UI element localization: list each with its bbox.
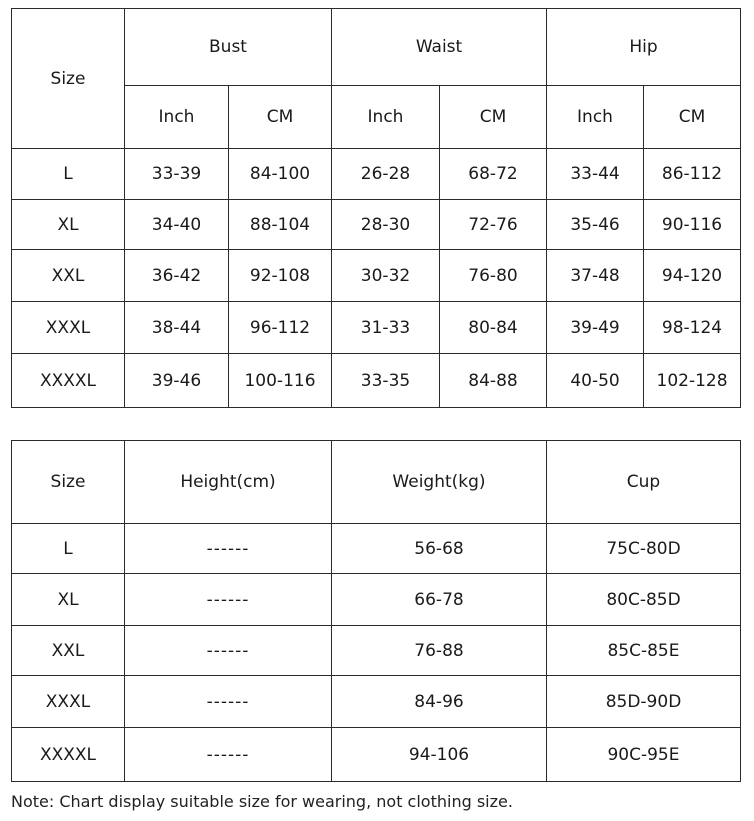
hip-cm-cell: 90-116	[644, 200, 741, 250]
height-cell: ------	[125, 626, 332, 676]
table-row	[12, 354, 741, 408]
waist-cm-cell: 72-76	[440, 200, 547, 250]
bust-cm-cell: 84-100	[229, 149, 332, 200]
hip-inch-cell: 35-46	[547, 200, 644, 250]
size-cell: XXXXL	[12, 728, 125, 782]
cup-cell: 85C-85E	[547, 626, 741, 676]
size-cell: XXXL	[12, 676, 125, 728]
bust-cm-cell: 96-112	[229, 302, 332, 354]
weight-cell: 56-68	[332, 524, 547, 574]
header-bust: Bust	[125, 9, 332, 86]
size-cell: XXXXL	[12, 354, 125, 408]
header-cup: Cup	[547, 441, 741, 524]
cup-cell: 90C-95E	[547, 728, 741, 782]
bust-inch-cell: 34-40	[125, 200, 229, 250]
table-row	[12, 676, 741, 728]
table-row	[12, 524, 741, 574]
header-waist-inch: Inch	[332, 86, 440, 149]
height-cell: ------	[125, 574, 332, 626]
size-cell: XXL	[12, 626, 125, 676]
cup-cell: 75C-80D	[547, 524, 741, 574]
hip-cm-cell: 102-128	[644, 354, 741, 408]
waist-cm-cell: 80-84	[440, 302, 547, 354]
header-hip-inch: Inch	[547, 86, 644, 149]
height-cell: ------	[125, 524, 332, 574]
size-cell: L	[12, 149, 125, 200]
waist-inch-cell: 33-35	[332, 354, 440, 408]
table-row	[12, 574, 741, 626]
header-weight: Weight(kg)	[332, 441, 547, 524]
table-row	[12, 302, 741, 354]
hip-inch-cell: 40-50	[547, 354, 644, 408]
size-cell: XL	[12, 200, 125, 250]
note-text: Chart display suitable size for wearing, not clothing size.	[54, 792, 513, 811]
header-waist: Waist	[332, 9, 547, 86]
footnote	[11, 792, 513, 811]
weight-cell: 66-78	[332, 574, 547, 626]
table-row	[12, 728, 741, 782]
size-cell: L	[12, 524, 125, 574]
header-bust-inch: Inch	[125, 86, 229, 149]
height-cell: ------	[125, 676, 332, 728]
note-label: Note:	[11, 792, 55, 811]
height-cell: ------	[125, 728, 332, 782]
table-row	[12, 626, 741, 676]
bust-inch-cell: 38-44	[125, 302, 229, 354]
bust-inch-cell: 33-39	[125, 149, 229, 200]
table-row	[12, 149, 741, 200]
table-row	[12, 200, 741, 250]
hip-cm-cell: 86-112	[644, 149, 741, 200]
size-cell: XL	[12, 574, 125, 626]
header-bust-cm: CM	[229, 86, 332, 149]
table-row	[12, 250, 741, 302]
size-cell: XXL	[12, 250, 125, 302]
measurement-size-table	[11, 8, 741, 408]
bust-inch-cell: 36-42	[125, 250, 229, 302]
bust-cm-cell: 100-116	[229, 354, 332, 408]
header-height: Height(cm)	[125, 441, 332, 524]
header-size: Size	[12, 441, 125, 524]
bust-inch-cell: 39-46	[125, 354, 229, 408]
waist-cm-cell: 76-80	[440, 250, 547, 302]
header-waist-cm: CM	[440, 86, 547, 149]
weight-cell: 94-106	[332, 728, 547, 782]
hip-inch-cell: 37-48	[547, 250, 644, 302]
waist-inch-cell: 26-28	[332, 149, 440, 200]
hip-inch-cell: 33-44	[547, 149, 644, 200]
header-size: Size	[12, 9, 125, 149]
waist-inch-cell: 31-33	[332, 302, 440, 354]
header-hip: Hip	[547, 9, 741, 86]
waist-cm-cell: 84-88	[440, 354, 547, 408]
hip-cm-cell: 98-124	[644, 302, 741, 354]
header-hip-cm: CM	[644, 86, 741, 149]
weight-cell: 84-96	[332, 676, 547, 728]
bust-cm-cell: 88-104	[229, 200, 332, 250]
hip-inch-cell: 39-49	[547, 302, 644, 354]
cup-cell: 85D-90D	[547, 676, 741, 728]
waist-inch-cell: 28-30	[332, 200, 440, 250]
weight-cell: 76-88	[332, 626, 547, 676]
size-cell: XXXL	[12, 302, 125, 354]
bust-cm-cell: 92-108	[229, 250, 332, 302]
fit-size-table	[11, 440, 741, 782]
waist-cm-cell: 68-72	[440, 149, 547, 200]
waist-inch-cell: 30-32	[332, 250, 440, 302]
cup-cell: 80C-85D	[547, 574, 741, 626]
hip-cm-cell: 94-120	[644, 250, 741, 302]
